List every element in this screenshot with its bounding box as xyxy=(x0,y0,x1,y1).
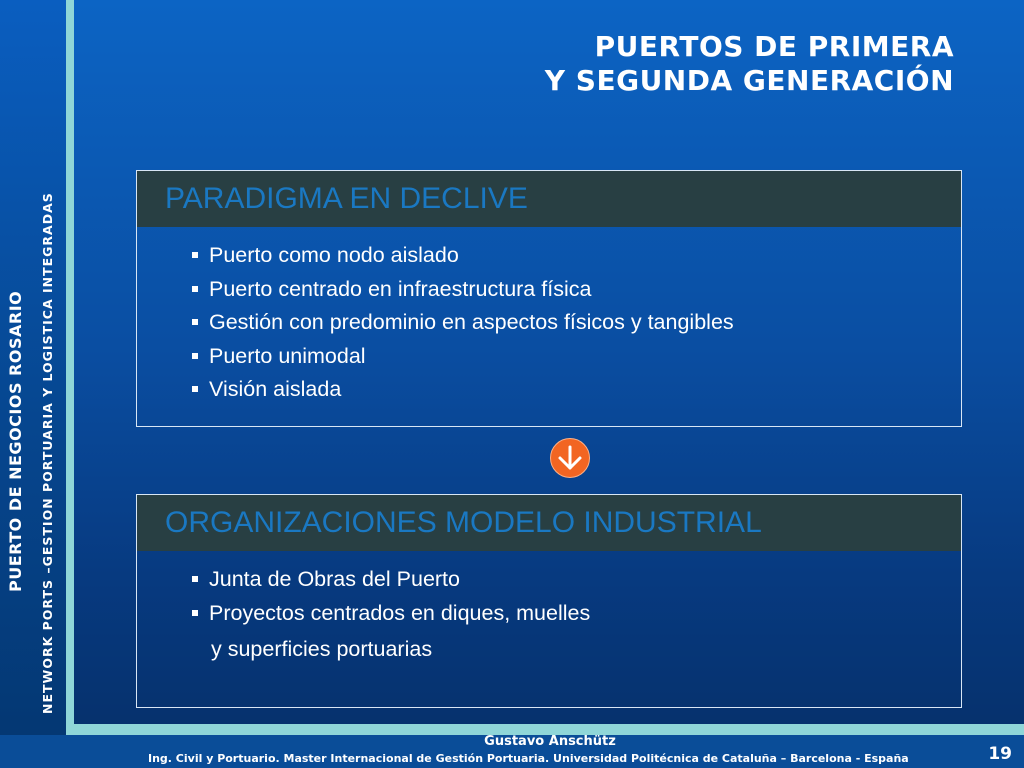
arrow-down-icon xyxy=(550,438,590,478)
sidebar-title: PUERTO DE NEGOCIOS ROSARIO xyxy=(6,290,25,592)
slide-title-line2: Y SEGUNDA GENERACIÓN xyxy=(544,64,954,97)
square-bullet-icon xyxy=(192,610,198,616)
list-item: Gestión con predominio en aspectos físicos y tangibles xyxy=(189,306,961,340)
slide-title-line1: PUERTOS DE PRIMERA xyxy=(594,30,954,63)
industrial-model-box xyxy=(136,494,962,708)
footer-affiliation: Ing. Civil y Portuario. Master Internacional de Gestión Portuaria. Universidad Politécnica de Cataluña – Barcelona - España xyxy=(148,752,909,765)
list-item: Visión aislada xyxy=(189,373,961,407)
square-bullet-icon xyxy=(192,353,198,359)
square-bullet-icon xyxy=(192,386,198,392)
square-bullet-icon xyxy=(192,252,198,258)
page-number: 19 xyxy=(988,744,1012,764)
list-item: Puerto unimodal xyxy=(189,340,961,374)
paradigm-box xyxy=(136,170,962,427)
footer-author: Gustavo Anschütz xyxy=(484,734,616,749)
list-item-continuation: y superficies portuarias xyxy=(211,637,433,661)
list-item: Junta de Obras del Puerto xyxy=(189,563,961,597)
industrial-model-box-header: ORGANIZACIONES MODELO INDUSTRIAL xyxy=(137,495,961,551)
slide-title xyxy=(545,30,954,98)
paradigm-list xyxy=(137,227,961,407)
square-bullet-icon xyxy=(192,286,198,292)
list-item: Proyectos centrados en diques, muelles xyxy=(189,597,961,631)
paradigm-box-header: PARADIGMA EN DECLIVE xyxy=(137,171,961,227)
industrial-model-list xyxy=(137,551,961,667)
square-bullet-icon xyxy=(192,576,198,582)
sidebar-edge-band xyxy=(66,0,74,735)
list-item: Puerto como nodo aislado xyxy=(189,239,961,273)
square-bullet-icon xyxy=(192,319,198,325)
arrow-down-glyph xyxy=(551,439,589,477)
sidebar-subtitle: NETWORK PORTS –GESTION PORTUARIA Y LOGISTICA INTEGRADAS xyxy=(40,192,55,714)
list-item: Puerto centrado en infraestructura física xyxy=(189,273,961,307)
